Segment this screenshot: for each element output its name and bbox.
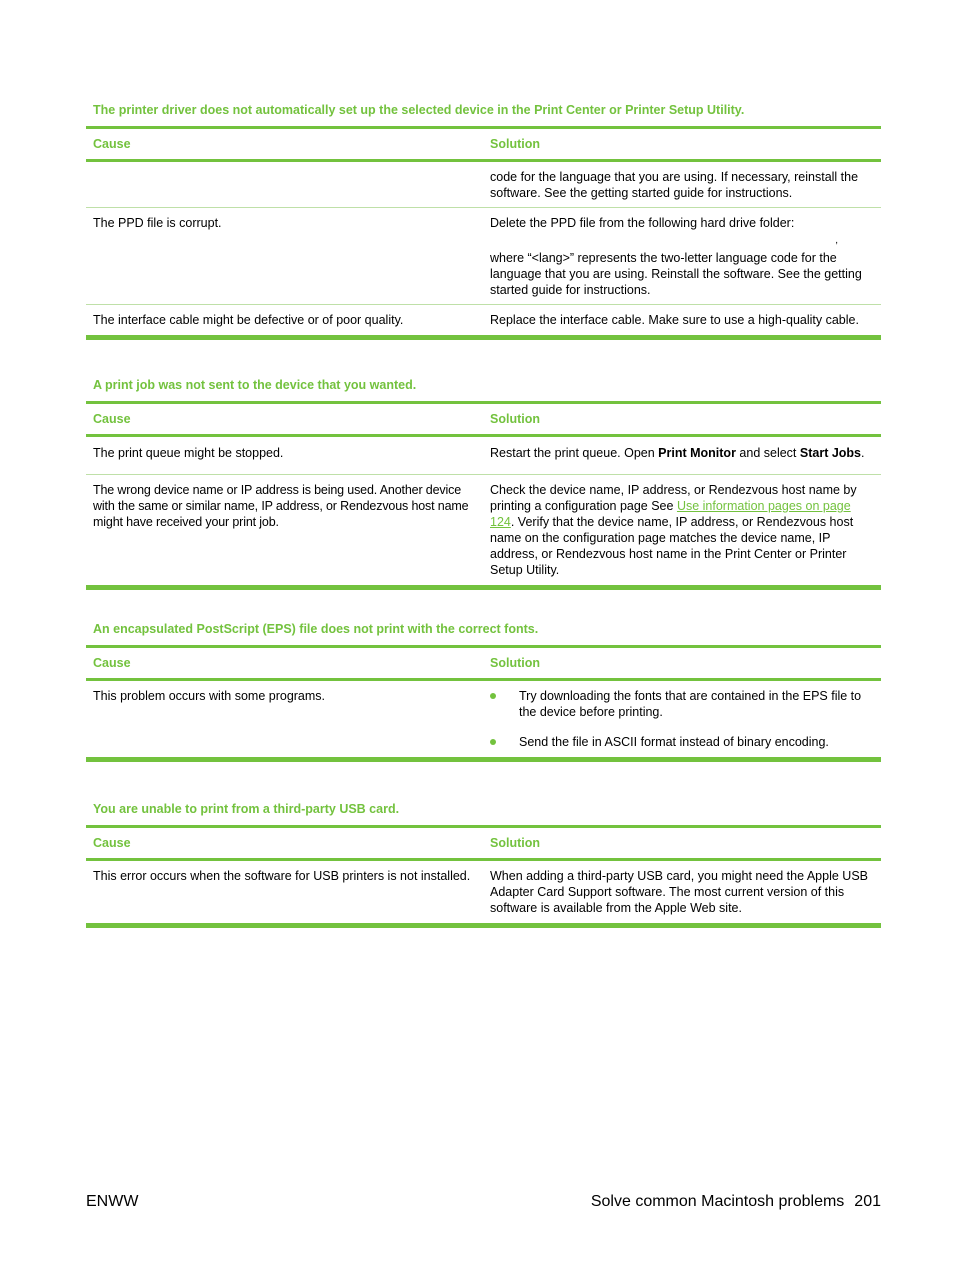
solution-header: Solution <box>483 403 881 436</box>
section-eps-fonts <box>86 622 881 762</box>
cause-cell: The interface cable might be defective or of poor quality. <box>86 305 483 338</box>
solution-path-line: , <box>835 235 838 246</box>
cause-cell: This problem occurs with some programs. <box>86 680 483 760</box>
solution-cell <box>483 208 881 305</box>
footer-section-title: Solve common Macintosh problems <box>590 1193 845 1210</box>
troubleshooting-table <box>86 126 881 340</box>
solution-cell <box>483 436 881 475</box>
section-title: You are unable to print from a third-party USB card. <box>93 802 400 816</box>
table-row <box>86 436 881 475</box>
solution-line: Delete the PPD file from the following hard drive folder: <box>490 216 795 230</box>
bullet-text: Send the file in ASCII format instead of binary encoding. <box>519 735 829 749</box>
table-row <box>86 208 881 305</box>
list-item <box>490 734 874 750</box>
cause-header: Cause <box>86 647 483 680</box>
table-row <box>86 680 881 760</box>
solution-header: Solution <box>483 647 881 680</box>
print-monitor-term: Print Monitor <box>658 446 736 460</box>
section-driver-setup <box>86 103 881 340</box>
table-row <box>86 161 881 208</box>
troubleshooting-table <box>86 645 881 762</box>
solution-header: Solution <box>483 128 881 161</box>
cause-header: Cause <box>86 403 483 436</box>
page-number: 201 <box>854 1193 881 1210</box>
list-item <box>490 688 874 720</box>
solution-line: where “<lang>” represents the two-letter language code for the language that you are using. Reinstall the software. See the getting started guide for instructions. <box>490 251 862 297</box>
cause-cell: The wrong device name or IP address is being used. Another device with the same or similar name, IP address, or Rendezvous host name might have received your print job. <box>86 475 483 588</box>
cause-cell: This error occurs when the software for USB printers is not installed. <box>86 860 483 926</box>
table-header-row <box>86 128 881 161</box>
solution-text: Restart the print queue. Open <box>490 446 659 460</box>
footer-enww: ENWW <box>86 1193 139 1210</box>
solution-bullet-list <box>490 688 874 750</box>
section-title: A print job was not sent to the device that you wanted. <box>93 378 417 392</box>
footer-chapter <box>591 1192 881 1212</box>
cause-cell <box>86 161 483 208</box>
cause-header: Cause <box>86 128 483 161</box>
cause-cell: The PPD file is corrupt. <box>86 208 483 305</box>
use-information-pages-link[interactable]: Use information pages on page 124 <box>490 499 851 529</box>
solution-text: Check the device name, IP address, or Rendezvous host name by printing a configuration page See <box>490 483 857 513</box>
section-print-job-not-sent <box>86 378 881 590</box>
solution-cell <box>483 680 881 760</box>
table-row <box>86 475 881 588</box>
solution-cell <box>483 475 881 588</box>
table-header-row <box>86 827 881 860</box>
solution-cell: When adding a third-party USB card, you might need the Apple USB Adapter Card Support software. The most current version of this software is available from the Apple Web site. <box>483 860 881 926</box>
bullet-icon <box>490 693 496 699</box>
cause-header: Cause <box>86 827 483 860</box>
solution-header: Solution <box>483 827 881 860</box>
cause-cell: The print queue might be stopped. <box>86 436 483 475</box>
table-row <box>86 860 881 926</box>
solution-cell: Replace the interface cable. Make sure to use a high-quality cable. <box>483 305 881 338</box>
solution-text: and select <box>735 446 800 460</box>
troubleshooting-table <box>86 401 881 590</box>
troubleshooting-table <box>86 825 881 928</box>
bullet-icon <box>490 739 496 745</box>
start-jobs-term: Start Jobs <box>799 446 862 460</box>
solution-text: . Verify that the device name, IP address, or Rendezvous host name on the configuration page matches the device name, IP address, or Rendezvous host name in the Print Center or Printer Setup Utility. <box>490 515 854 577</box>
solution-text: . <box>861 446 865 460</box>
table-header-row <box>86 647 881 680</box>
solution-cell: code for the language that you are using. If necessary, reinstall the software. See the getting started guide for instructions. <box>483 161 881 208</box>
bullet-text: Try downloading the fonts that are contained in the EPS file to the device before printing. <box>519 689 862 719</box>
table-row <box>86 305 881 338</box>
section-title: The printer driver does not automatically set up the selected device in the Print Center or Printer Setup Utility. <box>93 103 745 117</box>
section-title: An encapsulated PostScript (EPS) file does not print with the correct fonts. <box>93 622 539 636</box>
table-header-row <box>86 403 881 436</box>
section-usb-card <box>86 802 881 928</box>
